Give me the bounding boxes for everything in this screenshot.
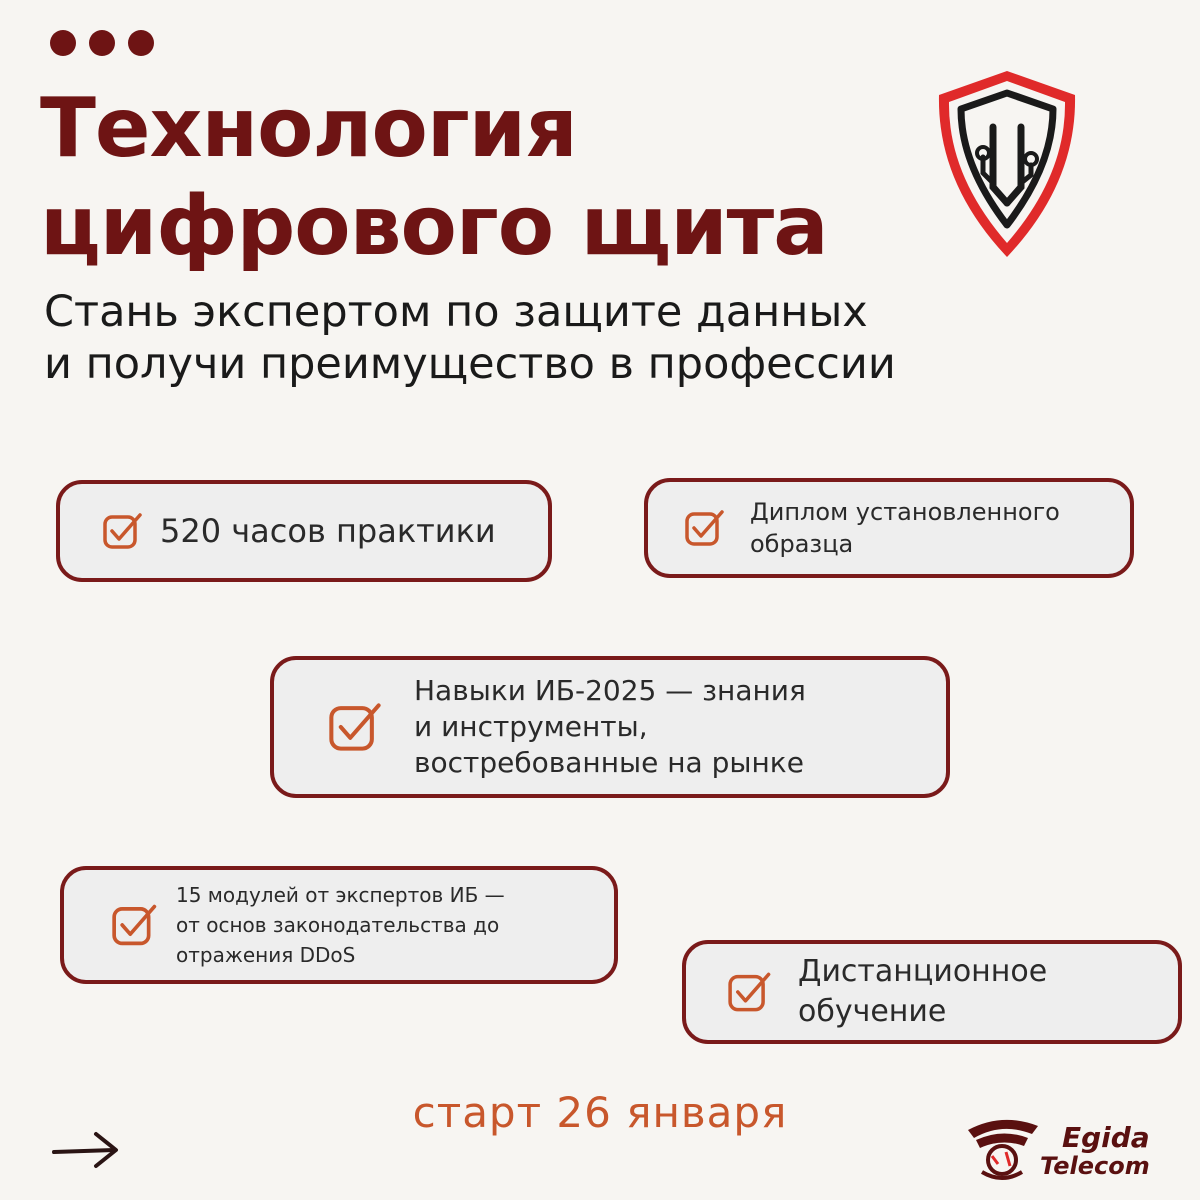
logo-text-telecom: Telecom <box>1040 1152 1150 1180</box>
feature-modules-line-1: 15 модулей от экспертов ИБ — <box>176 883 505 907</box>
checkbox-checked-icon <box>102 511 146 551</box>
arrow-right-icon[interactable] <box>50 1128 122 1172</box>
feature-practice-text: 520 часов практики <box>160 512 496 550</box>
three-dots-icon <box>50 30 154 56</box>
feature-diploma-line-2: образца <box>750 530 854 558</box>
feature-skills-line-2: и инструменты, <box>414 710 648 743</box>
feature-card-diploma <box>644 478 1134 578</box>
subtitle-line-1: Стань экспертом по защите данных <box>44 287 868 337</box>
feature-modules-line-3: отражения DDoS <box>176 943 356 967</box>
subtitle-line-2: и получи преимущество в профессии <box>44 339 896 389</box>
subtitle <box>44 286 896 390</box>
checkbox-checked-icon <box>110 902 162 948</box>
title-line-2: цифрового щита <box>40 179 828 274</box>
checkbox-checked-icon <box>726 970 776 1014</box>
checkbox-checked-icon <box>684 508 728 548</box>
feature-skills-line-3: востребованные на рынке <box>414 746 804 779</box>
page-title <box>40 80 828 276</box>
egida-logo-icon <box>962 1112 1044 1182</box>
feature-diploma-line-1: Диплом установленного <box>750 498 1060 526</box>
checkbox-checked-icon <box>326 700 388 754</box>
feature-card-skills <box>270 656 950 798</box>
feature-remote-line-2: обучение <box>798 994 947 1029</box>
start-date: старт 26 января <box>412 1088 788 1137</box>
feature-card-practice <box>56 480 552 582</box>
feature-remote-line-1: Дистанционное <box>798 954 1048 989</box>
feature-card-modules <box>60 866 618 984</box>
circuit-shield-icon <box>925 65 1090 265</box>
title-line-1: Технология <box>40 81 577 176</box>
feature-skills-line-1: Навыки ИБ-2025 — знания <box>414 674 806 707</box>
feature-card-remote <box>682 940 1182 1044</box>
logo-text-egida: Egida <box>1062 1121 1150 1154</box>
feature-modules-line-2: от основ законодательства до <box>176 913 500 937</box>
